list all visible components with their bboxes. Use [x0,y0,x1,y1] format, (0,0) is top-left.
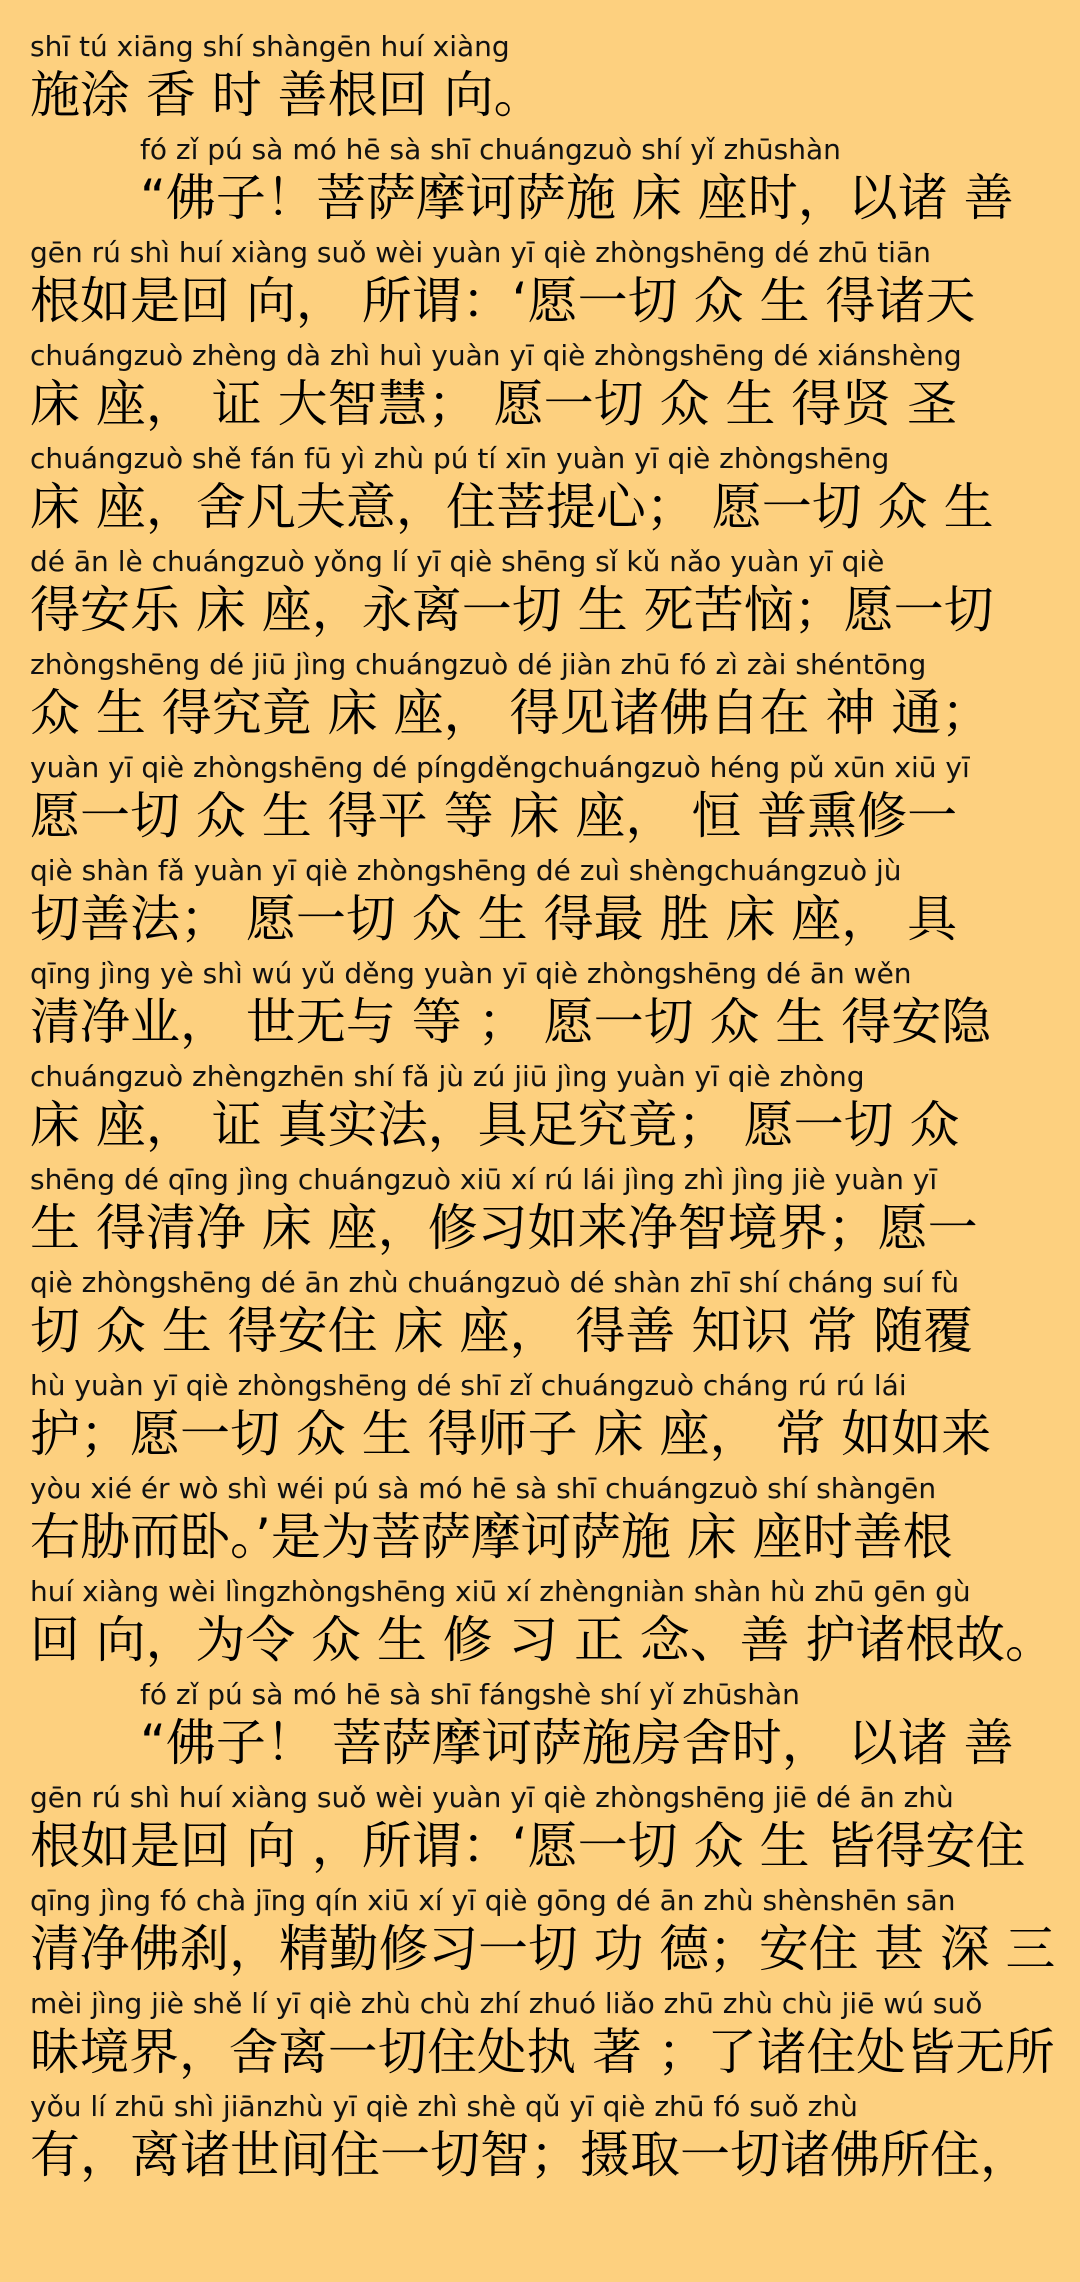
chinese-text: 回 向，为令 众 生 修 习 正 念、善 护诸根故。 [30,1611,1055,1669]
text-line [0,30,1080,130]
chinese-text: 施涂 香 时 善根回 向。 [30,66,544,124]
pinyin-annotation: dé ān lè chuángzuò yǒng lí yī qiè shēng sǐ kǔ nǎo yuàn yī qiè [30,545,885,578]
pinyin-annotation: qīng jìng yè shì wú yǔ děng yuàn yī qiè zhòngshēng dé ān wěn [30,957,912,990]
pinyin-annotation: yǒu lí zhū shì jiānzhù yī qiè zhì shè qǔ yī qiè zhū fó suǒ zhù [30,2090,858,2123]
text-line [0,1678,1080,1778]
pinyin-annotation: fó zǐ pú sà mó hē sà shī chuángzuò shí yǐ zhūshàn [140,133,841,166]
text-line [0,1884,1080,1984]
text-line [0,957,1080,1057]
chinese-text: 床 座， 证 大智慧； 愿一切 众 生 得贤 圣 [30,375,958,433]
pinyin-annotation: zhòngshēng dé jiū jìng chuángzuò dé jiàn zhū fó zì zài shéntōng [30,648,927,681]
chinese-text: 护；愿一切 众 生 得师子 床 座， 常 如如来 [30,1405,992,1463]
pinyin-annotation: huí xiàng wèi lìngzhòngshēng xiū xí zhèngniàn shàn hù zhū gēn gù [30,1575,971,1608]
pinyin-annotation: mèi jìng jiè shě lí yī qiè zhù chù zhí zhuó liǎo zhū zhù chù jiē wú suǒ [30,1987,983,2020]
pinyin-annotation: qiè zhòngshēng dé ān zhù chuángzuò dé shàn zhī shí cháng suí fù [30,1266,960,1299]
text-line [0,648,1080,748]
pinyin-annotation: chuángzuò shě fán fū yì zhù pú tí xīn yuàn yī qiè zhòngshēng [30,442,890,475]
chinese-text: 根如是回 向 ，所谓：‘愿一切 众 生 皆得安住 [30,1817,1026,1875]
chinese-text: 切善法； 愿一切 众 生 得最 胜 床 座， 具 [30,890,958,948]
pinyin-annotation: gēn rú shì huí xiàng suǒ wèi yuàn yī qiè zhòngshēng dé zhū tiān [30,236,931,269]
chinese-text: 清净佛刹，精勤修习一切 功 德；安住 甚 深 三 [30,1920,1056,1978]
pinyin-annotation: hù yuàn yī qiè zhòngshēng dé shī zǐ chuángzuò cháng rú rú lái [30,1369,907,1402]
pinyin-annotation: yòu xié ér wò shì wéi pú sà mó hē sà shī chuángzuò shí shàngēn [30,1472,937,1505]
chinese-text: 床 座，舍凡夫意，住菩提心； 愿一切 众 生 [30,478,994,536]
text-line [0,2090,1080,2190]
text-line [0,1575,1080,1675]
chinese-text: 根如是回 向， 所谓：‘愿一切 众 生 得诸天 [30,272,976,330]
chinese-text: 右胁而卧。’是为菩萨摩诃萨施 床 座时善根 [30,1508,953,1566]
text-line [0,236,1080,336]
chinese-text: “佛子！菩萨摩诃萨施 床 座时，以诸 善 [140,169,1014,227]
chinese-text: 得安乐 床 座，永离一切 生 死苦恼；愿一切 [30,581,994,639]
chinese-text: 床 座， 证 真实法，具足究竟； 愿一切 众 [30,1096,960,1154]
pinyin-annotation: chuángzuò zhèngzhēn shí fǎ jù zú jiū jìng yuàn yī qiè zhòng [30,1060,865,1093]
text-line [0,1369,1080,1469]
text-line [0,133,1080,233]
text-line [0,339,1080,439]
text-line [0,1472,1080,1572]
text-line [0,1163,1080,1263]
text-line [0,442,1080,542]
chinese-text: 有，离诸世间住一切智；摄取一切诸佛所住， [30,2126,1030,2184]
chinese-text: 清净业， 世无与 等 ； 愿一切 众 生 得安隐 [30,993,992,1051]
text-line [0,751,1080,851]
chinese-text: 切 众 生 得安住 床 座， 得善 知识 常 随覆 [30,1302,974,1360]
text-line [0,1266,1080,1366]
text-line [0,545,1080,645]
text-line [0,1060,1080,1160]
chinese-text: 昧境界，舍离一切住处执 著 ；了诸住处皆无所 [30,2023,1055,2081]
text-line [0,1987,1080,2087]
chinese-text: 生 得清净 床 座，修习如来净智境界；愿一 [30,1199,978,1257]
chinese-text: 愿一切 众 生 得平 等 床 座， 恒 普熏修一 [30,787,958,845]
pinyin-annotation: qiè shàn fǎ yuàn yī qiè zhòngshēng dé zuì shèngchuángzuò jù [30,854,902,887]
pinyin-annotation: fó zǐ pú sà mó hē sà shī fángshè shí yǐ zhūshàn [140,1678,800,1711]
pinyin-annotation: chuángzuò zhèng dà zhì huì yuàn yī qiè zhòngshēng dé xiánshèng [30,339,962,372]
chinese-text: 众 生 得究竟 床 座， 得见诸佛自在 神 通； [30,684,992,742]
text-line [0,854,1080,954]
chinese-text: “佛子！ 菩萨摩诃萨施房舍时， 以诸 善 [140,1714,1014,1772]
pinyin-annotation: qīng jìng fó chà jīng qín xiū xí yī qiè gōng dé ān zhù shènshēn sān [30,1884,956,1917]
pinyin-annotation: shī tú xiāng shí shàngēn huí xiàng [30,30,510,63]
text-line [0,1781,1080,1881]
pinyin-annotation: yuàn yī qiè zhòngshēng dé píngděngchuángzuò héng pǔ xūn xiū yī [30,751,970,784]
pinyin-annotation: shēng dé qīng jìng chuángzuò xiū xí rú lái jìng zhì jìng jiè yuàn yī [30,1163,938,1196]
pinyin-annotation: gēn rú shì huí xiàng suǒ wèi yuàn yī qiè zhòngshēng jiē dé ān zhù [30,1781,954,1814]
